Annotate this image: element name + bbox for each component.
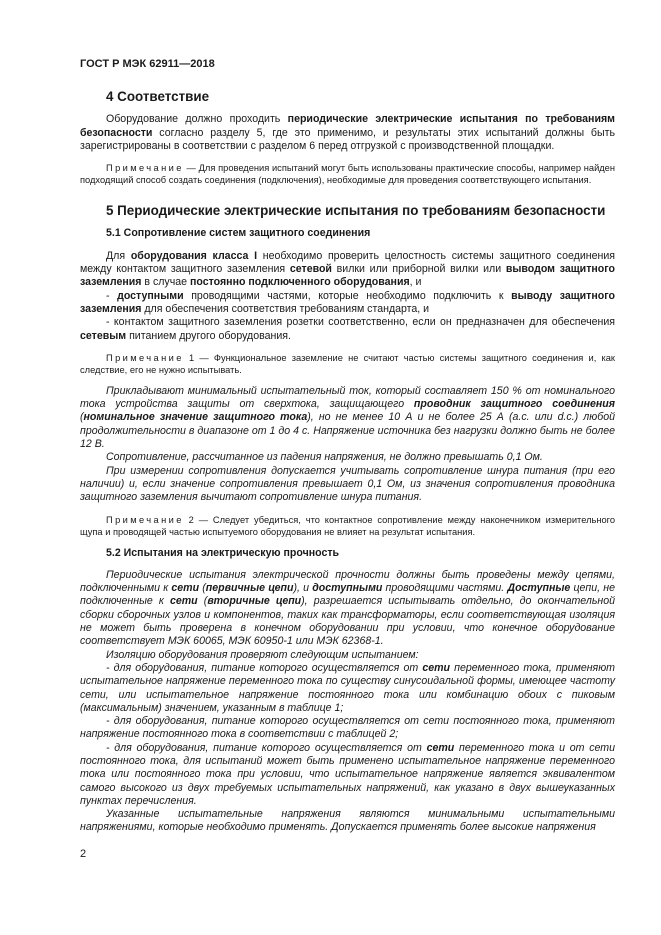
section-4-title: 4 Соответствие: [106, 89, 210, 104]
s51-paragraph: Для оборудования класса I необходимо проверить целостность системы защитного соединения между контактом защитного заземления сетевой вилки или приборной вилки или выводом защитного заземления в случае постоянно подключенного оборудования, и: [80, 249, 615, 289]
document-header: ГОСТ Р МЭК 62911—2018: [80, 58, 215, 70]
s52-list-item: - для оборудования, питание которого осуществляется от сети переменного тока, применяют испытательное напряжение переменного тока по существу синусоидальной формы, имеющее частоту сети, или испытательное напряжение постоянного тока или комбинацию обоих с пиковым (максимальным) значением, указанным в таблице 1;: [80, 661, 615, 714]
s51-resistance-paragraph: Сопротивление, рассчитанное из падения напряжения, не должно превышать 0,1 Ом.: [106, 451, 543, 464]
s51-list-item: - контактом защитного заземления розетки соответственно, если он предназначен для обеспечения сетевым питанием другого оборудования.: [80, 316, 615, 342]
s52-closing-paragraph: Указанные испытательные напряжения являются минимальными испытательными напряжениями, которые необходимо применять. Допускается применять более высокие напряжения: [80, 808, 615, 834]
section-5-title: 5 Периодические электрические испытания по требованиям безопасности: [106, 203, 606, 219]
s52-list-item: - для оборудования, питание которого осуществляется от сети переменного тока и от сети постоянного тока, для испытаний может быть применено испытательное напряжение переменного тока или постоянного тока при условии, что испытательное напряжение является эквивалентом самого высокого из двух требуемых испытательных напряжений, как указано в двух вышеуказанных пунктах перечисления.: [80, 741, 615, 807]
s4-paragraph: Оборудование должно проходить периодические электрические испытания по требованиям безопасности согласно разделу 5, где это применимо, и результаты этих испытаний должны быть зарегистрированы в соответствии с разделом 6 перед отгрузкой с производственной площадки.: [80, 113, 615, 152]
s51-test-paragraph: Прикладывают минимальный испытательный ток, который составляет 150 % от номинального тока устройства защиты от сверхтока, защищающего проводник защитного соединения (номинальное значение защитного тока), но не менее 10 А и не более 25 А (а.с. или d.c.) любой продолжительности в диапазоне от 1 до 4 с. Напряжение источника без нагрузки должно быть не более 12 В.: [80, 384, 615, 451]
s51-cord-paragraph: При измерении сопротивления допускается учитывать сопротивление шнура питания (при его наличии) и, если значение сопротивления превышает 0,1 Ом, из значения сопротивления проводника защитного заземления вычитают сопротивление шнура питания.: [80, 464, 615, 504]
section-5-1-title: 5.1 Сопротивление систем защитного соединения: [106, 227, 371, 240]
s52-intro: Изоляцию оборудования проверяют следующим испытанием:: [106, 648, 419, 661]
s51-note-2: Примечание 2 — Следует убедиться, что контактное сопротивление между наконечником измерительного щупа и проводящей частью испытуемого оборудования не влияет на результат испытания.: [80, 514, 615, 537]
s52-list-item: - для оборудования, питание которого осуществляется от сети постоянного тока, применяют напряжение постоянного тока в соответствии с таблицей 2;: [80, 715, 615, 741]
s4-note: Примечание — Для проведения испытаний могут быть использованы практические способы, например найден подходящий способ создать соединения (подключения), необходимые для проведения соответствующего испытания.: [80, 163, 615, 186]
s51-list-item: - доступными проводящими частями, которые необходимо подключить к выводу защитного заземления для обеспечения соответствия требованиям стандарта, и: [80, 289, 615, 315]
s51-note-1: Примечание 1 — Функциональное заземление не считают частью системы защитного соединения и, как следствие, его не нужно испытывать.: [80, 352, 615, 375]
page-number: 2: [80, 848, 87, 860]
section-5-2-title: 5.2 Испытания на электрическую прочность: [106, 546, 340, 559]
s52-paragraph: Периодические испытания электрической прочности должны быть проведены между цепями, подключенными к сети (первичные цепи), и доступными проводящими частями. Доступные цепи, не подключенные к сети (вторичные цепи), разрешается испытывать отдельно, до окончательной сборки сборочных узлов и компонентов, таких как трансформаторы, если соответствующая изоляция не может быть проверена в конечном оборудовании при условии, что конечное оборудование соответствует МЭК 60065, МЭК 60950-1 или МЭК 62368-1.: [80, 568, 616, 648]
page-body: [80, 90, 615, 835]
